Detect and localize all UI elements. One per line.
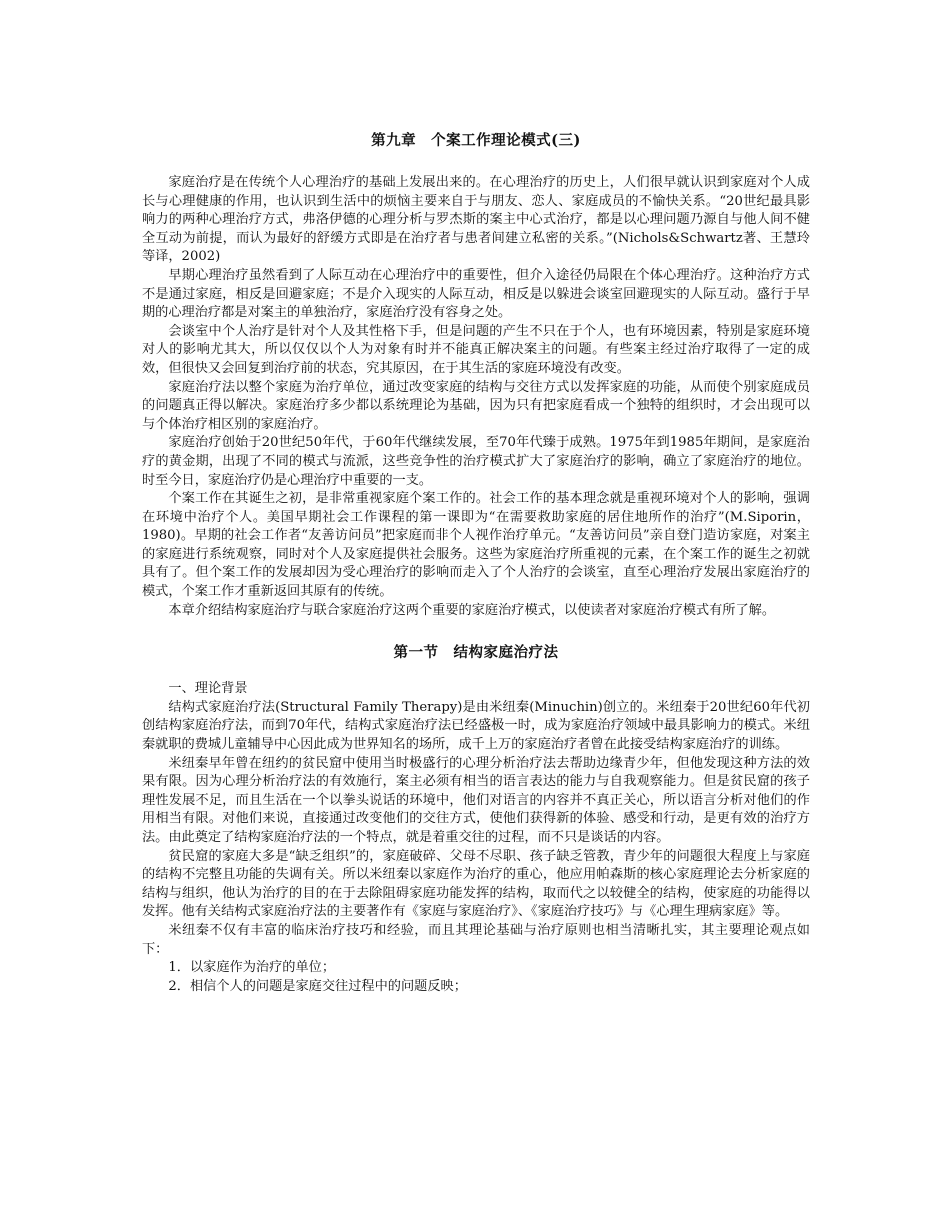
intro-paragraph-7: 本章介绍结构家庭治疗与联合家庭治疗这两个重要的家庭治疗模式，以使读者对家庭治疗模式有所了解。 (168, 602, 776, 618)
intro-paragraph-1: 家庭治疗是在传统个人心理治疗的基础上发展出来的。在心理治疗的历史上，人们很早就认识到家庭对个人成长与心理健康的作用，也认识到生活中的烦恼主要来自于与朋友、恋人、家庭成员的不愉快关系。“20世纪最具影响力的两种心理治疗方式，弗洛伊德的心理分析与罗杰斯的案主中心式治疗，都是以心理问题乃源自与他人间不健全互动为前提，而认为最好的舒缓方式即是在治疗者与患者间建立私密的关系。”(Nichols&Schwartz著、王慧玲等译，2002) (142, 175, 810, 265)
section-paragraph-1: 结构式家庭治疗法(Structural Family Therapy)是由米纽秦(Minuchin)创立的。米纽秦于20世纪60年代初创结构家庭治疗法，而到70年代，结构式家庭治疗法已经盛极一时，成为家庭治疗领域中最具影响力的模式。米纽秦就职的费城儿童辅导中心因此成为世界知名的场所，成千上万的家庭治疗者曾在此接受结构家庭治疗的训练。 (142, 699, 810, 753)
intro-paragraph-6: 个案工作在其诞生之初，是非常重视家庭个案工作的。社会工作的基本理念就是重视环境对个人的影响，强调在环境中治疗个人。美国早期社会工作课程的第一课即为“在需要救助家庭的居住地所作的治疗”(M.Siporin，1980)。早期的社会工作者“友善访问员”把家庭而非个人视作治疗单元。“友善访问员”亲自登门造访家庭，对案主的家庭进行系统观察，同时对个人及家庭提供社会服务。这些为家庭治疗所重视的元素，在个案工作的诞生之初就具有了。但个案工作的发展却因为受心理治疗的影响而走入了个人治疗的会谈室，直至心理治疗发展出家庭治疗的模式，个案工作才重新返回其原有的传统。 (142, 491, 810, 600)
chapter-title: 第九章 个案工作理论模式(三) (371, 132, 581, 149)
section-paragraph-2: 米纽秦早年曾在纽约的贫民窟中使用当时极盛行的心理分析治疗法去帮助边缘青少年，但他发现这种方法的效果有限。因为心理分析治疗法的有效施行，案主必须有相当的语言表达的能力与自我观察能力。但是贫民窟的孩子理性发展不足，而且生活在一个以拳头说话的环境中，他们对语言的内容并不真正关心，所以语言分析对他们的作用相当有限。对他们来说，直接通过改变他们的交往方式，使他们获得新的体验、感受和行动，是更有效的治疗方法。由此奠定了结构家庭治疗法的一个特点，就是着重交往的过程，而不只是谈话的内容。 (142, 755, 810, 845)
list-item-1: 1．以家庭作为治疗的单位； (168, 960, 336, 976)
subsection-heading: 一、理论背景 (168, 681, 248, 697)
document-page (142, 131, 810, 996)
intro-paragraph-2: 早期心理治疗虽然看到了人际互动在心理治疗中的重要性，但介入途径仍局限在个体心理治疗。这种治疗方式不是通过家庭，相反是回避家庭；不是介入现实的人际互动，相反是以躲进会谈室回避现实的人际互动。盛行于早期的心理治疗都是对案主的单独治疗，家庭治疗没有容身之处。 (142, 267, 810, 321)
section-paragraph-4: 米纽秦不仅有丰富的临床治疗技巧和经验，而且其理论基础与治疗原则也相当清晰扎实，其主要理论观点如下： (142, 922, 810, 957)
intro-paragraph-4: 家庭治疗法以整个家庭为治疗单位，通过改变家庭的结构与交往方式以发挥家庭的功能，从而使个别家庭成员的问题真正得以解决。家庭治疗多少都以系统理论为基础，因为只有把家庭看成一个独特的组织时，才会出现可以与个体治疗相区别的家庭治疗。 (142, 379, 810, 432)
intro-paragraph-5: 家庭治疗创始于20世纪50年代，于60年代继续发展，至70年代臻于成熟。1975年到1985年期间，是家庭治疗的黄金期，出现了不同的模式与流派，这些竞争性的治疗模式扩大了家庭治疗的影响，确立了家庭治疗的地位。时至今日，家庭治疗仍是心理治疗中重要的一支。 (142, 435, 810, 488)
section-title: 第一节 结构家庭治疗法 (393, 644, 559, 662)
section-paragraph-3: 贫民窟的家庭大多是“缺乏组织”的，家庭破碎、父母不尽职、孩子缺乏管教，青少年的问题很大程度上与家庭的结构不完整且功能的失调有关。所以米纽秦以家庭作为治疗的重心，他应用帕森斯的核心家庭理论去分析家庭的结构与组织，他认为治疗的目的在于去除阻碍家庭功能发挥的结构，取而代之以较健全的结构，使家庭的功能得以发挥。他有关结构式家庭治疗法的主要著作有《家庭与家庭治疗》、《家庭治疗技巧》与《心理生理病家庭》等。 (142, 848, 810, 920)
list-item-2: 2．相信个人的问题是家庭交往过程中的问题反映； (168, 978, 467, 994)
intro-paragraph-3: 会谈室中个人治疗是针对个人及其性格下手，但是问题的产生不只在于个人，也有环境因素，特别是家庭环境对人的影响尤其大，所以仅仅以个人为对象有时并不能真正解决案主的问题。有些案主经过治疗取得了一定的成效，但很快又会回复到治疗前的状态，究其原因，在于其生活的家庭环境没有改变。 (142, 323, 810, 376)
